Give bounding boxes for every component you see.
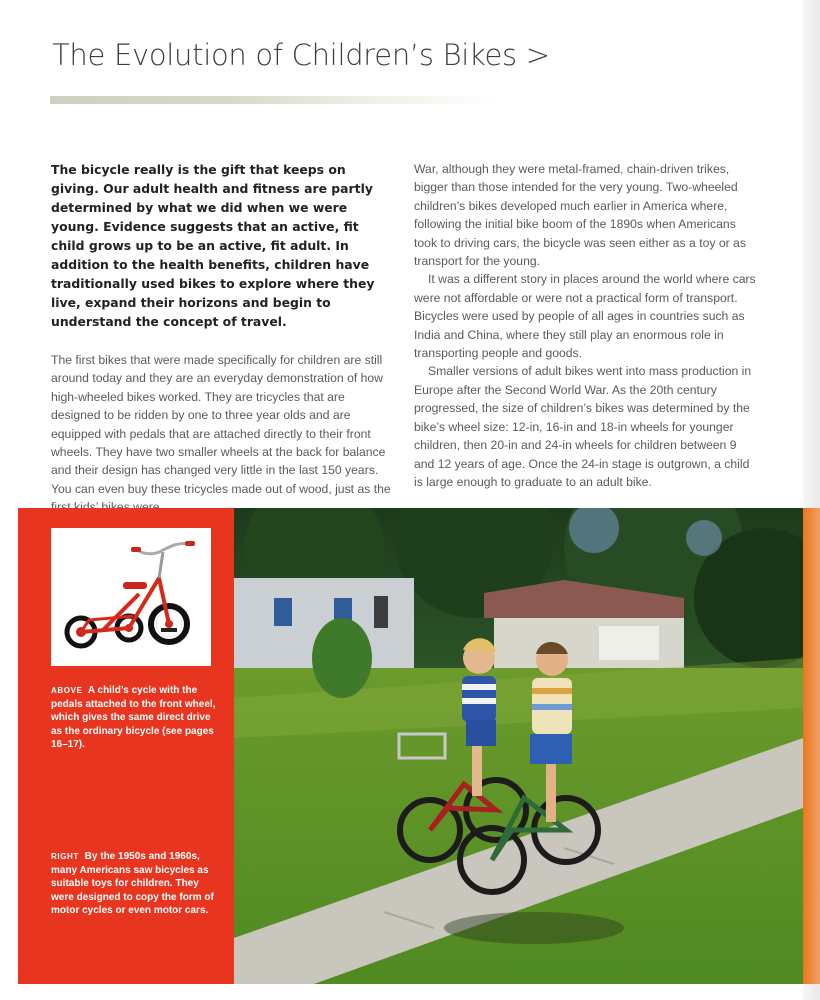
- caption-right-text: By the 1950s and 1960s, many Americans saw bicycles as suitable toys for children. They were designed to copy the form of motor cycles or even motor cars.: [51, 851, 214, 917]
- page-edge-accent: [803, 508, 820, 984]
- lead-paragraph: The bicycle really is the gift that keeps on giving. Our adult health and fitness are partly determined by what we did when we were young. Evidence suggests that an active, fit child grows up to be an active, fit adult. In addition to the health benefits, children have traditionally used bikes to explore where they live, expand their horizons and begin to understand the concept of travel.: [51, 162, 375, 329]
- body-paragraph-1: The first bikes that were made specifically for children are still around today and they are an everyday demonstration of how high-wheeled bikes worked. They are tricycles that are designed to be ridden by one to three year olds and are equipped with pedals that are attached directly to their front wheels. They have two smaller wheels at the back for balance and their design has changed very little in the last 150 years. You can even buy these tricycles made out of wood, just as the: [51, 353, 391, 496]
- boys-riding-bikes-photo: [234, 508, 803, 984]
- caption-above-label: ABOVE: [51, 686, 83, 695]
- caption-above: [51, 684, 221, 752]
- caption-panel: [18, 508, 234, 984]
- text-column-right: [414, 160, 760, 491]
- text-column-left: [51, 160, 391, 553]
- body-paragraph-3: War, although they were metal-framed, chain-driven trikes, bigger than those intended for the very young. Two-wheeled children’s bikes developed much earlier in America where, following the initial bike boom of the 1890s when Americans took to driving cars, the bicycle was seen either as a toy or as transport for the young.: [414, 162, 746, 269]
- body-paragraph-4: It was a different story in places around the world where cars were not affordable or were not a practical form of transport. Bicycles were used by people of all ages in countries such as India and China, where they still play an enormous role in transporting people and goods.: [414, 272, 756, 361]
- caption-right-label: RIGHT: [51, 852, 79, 861]
- caption-right: [51, 850, 221, 918]
- title-underline: [50, 96, 500, 104]
- tricycle-photo: [51, 528, 211, 666]
- photo-illustration: [234, 508, 803, 984]
- page-title: The Evolution of Children’s Bikes >: [52, 38, 550, 72]
- body-paragraph-5: Smaller versions of adult bikes went into mass production in Europe after the Second World War. As the 20th century progressed, the size of children’s bikes was determined by the bike’s wheel size: 12-in, 16-in and 18-in wheels for younger children, then 20-in and 24-in wheels for children between 9 and 12 years of age. Once the 24-in stage is outgrown, a child is large enough to graduate to an adult bike.: [414, 364, 752, 489]
- tricycle-illustration: [51, 528, 211, 666]
- caption-above-text: A child’s cycle with the pedals attached to the front wheel, which gives the same direct drive as the ordinary bicycle (see pages 16–17).: [51, 685, 216, 751]
